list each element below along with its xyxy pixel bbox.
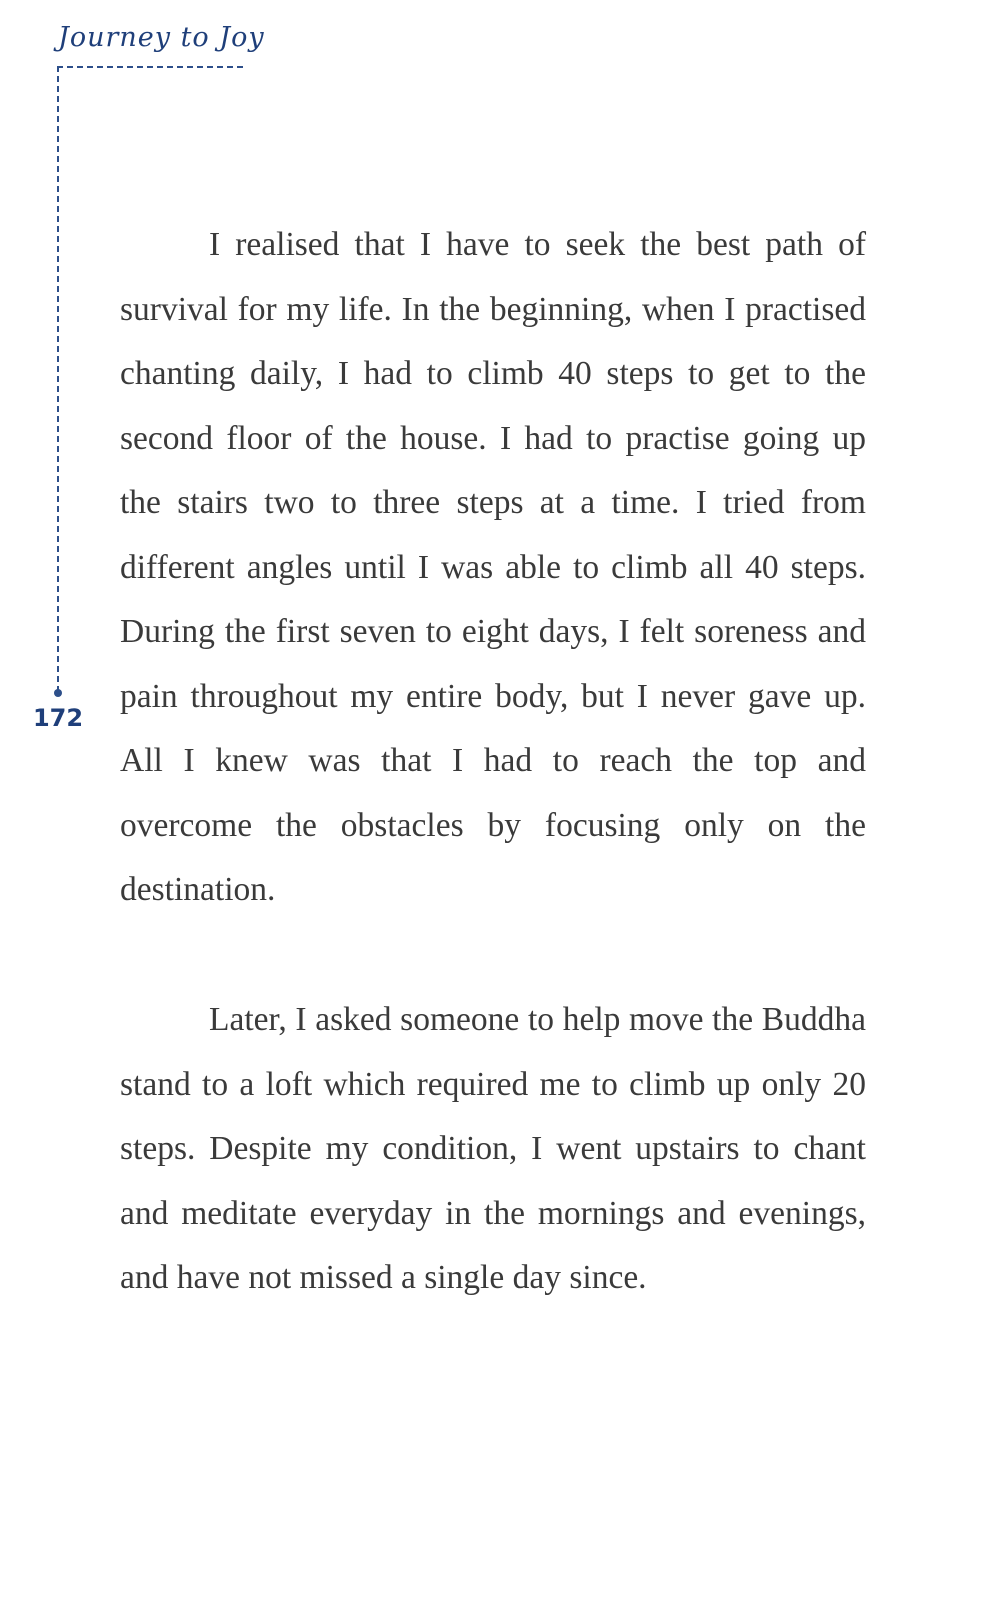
running-header-title: Journey to Joy (58, 22, 265, 53)
margin-dashed-rule (57, 66, 59, 692)
body-paragraph-2: Later, I asked someone to help move the Buddha stand to a loft which required me to climb up only 20 steps. Despite my condition, I went upstairs to chant and meditate everyday in the mornings and evenings, and have not missed a single day since. (120, 1001, 866, 1296)
margin-rule-dot (54, 689, 62, 697)
page-number: 172 (32, 704, 84, 732)
header-dashed-rule (57, 66, 243, 68)
body-paragraph-1: I realised that I have to seek the best path of survival for my life. In the beginning, when I practised chanting daily, I had to climb 40 steps to get to the second floor of the house. I had to practise going up the stairs two to three steps at a time. I tried from different angles until I was able to climb all 40 steps. During the first seven to eight days, I felt soreness and pain throughout my entire body, but I never gave up. All I knew was that I had to reach the top and overcome the obstacles by focusing only on the destination. (120, 226, 866, 908)
